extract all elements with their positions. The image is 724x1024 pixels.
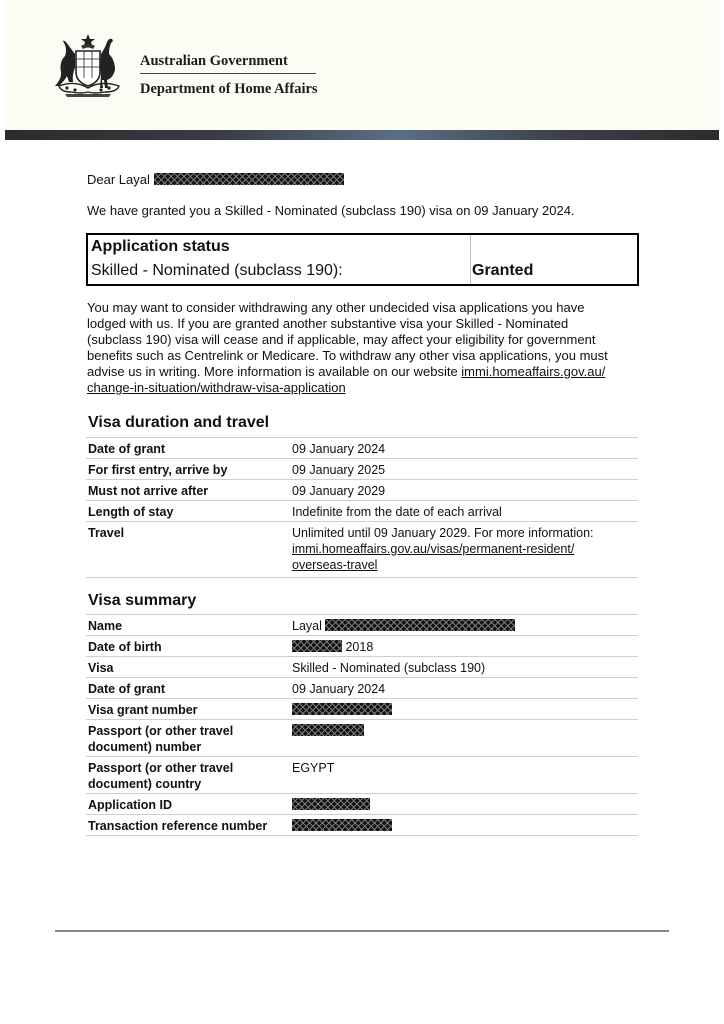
table-row: [86, 699, 638, 720]
row-value: 09 January 2025: [292, 463, 386, 477]
row-label: [86, 757, 292, 793]
government-title: Australian Government: [140, 53, 288, 69]
row-label: Name: [88, 619, 123, 633]
row-label: Travel: [88, 526, 125, 540]
table-row: [86, 720, 638, 757]
status-title: Application status: [91, 238, 230, 255]
table-row: [86, 657, 638, 678]
duration-table: [86, 437, 638, 578]
table-row: [86, 678, 638, 699]
row-label: [86, 720, 292, 756]
row-label-line: Passport (or other travel: [88, 761, 234, 775]
row-value: [292, 794, 638, 814]
row-label: Must not arrive after: [88, 484, 209, 498]
table-row: [86, 501, 638, 522]
redacted-birth-day-month: [292, 640, 342, 652]
row-value: Indefinite from the date of each arrival: [292, 505, 502, 519]
table-row: [86, 438, 638, 459]
row-value: 09 January 2029: [292, 484, 386, 498]
table-row: [86, 794, 638, 815]
redacted-passport-number: [292, 724, 364, 736]
row-label-line: Passport (or other travel: [88, 724, 234, 738]
row-label: Date of birth: [88, 640, 162, 654]
row-value: EGYPT: [292, 761, 335, 775]
notice-line-text: advise us in writing. More information is available on our website: [87, 364, 462, 379]
birth-year: 2018: [345, 640, 374, 654]
redacted-surname: [154, 173, 344, 185]
letterhead: [5, 0, 719, 130]
row-value: [292, 615, 638, 635]
row-label-line: document) country: [88, 777, 202, 791]
redacted-transaction-reference: [292, 819, 392, 831]
application-status-box: [86, 233, 639, 286]
row-value: 09 January 2024: [292, 682, 386, 696]
header-band: [5, 130, 719, 140]
row-value: [292, 815, 638, 835]
summary-table: [86, 614, 638, 836]
notice-line: (subclass 190) visa will cease and if applicable, may affect your eligibility for government: [87, 332, 596, 347]
notice-line: [87, 380, 637, 396]
table-row: [86, 815, 638, 836]
row-label: Date of grant: [88, 682, 166, 696]
redacted-grant-number: [292, 703, 392, 715]
greeting-text: Dear Layal: [87, 172, 150, 187]
table-row: [86, 757, 638, 794]
row-label-line: document) number: [88, 740, 202, 754]
row-label: Date of grant: [88, 442, 166, 456]
row-label: For first entry, arrive by: [88, 463, 228, 477]
notice-line: lodged with us. If you are granted another substantive visa your Skilled - Nominated: [87, 316, 569, 331]
row-label: Application ID: [88, 798, 173, 812]
section-title-summary: Visa summary: [88, 592, 197, 609]
notice-line: benefits such as Centrelink or Medicare. To withdraw any other visa applications, you must: [87, 348, 608, 363]
greeting: [87, 172, 344, 188]
footer-divider: [55, 930, 669, 932]
overseas-travel-link-part2[interactable]: overseas-travel: [292, 558, 378, 572]
overseas-travel-link-part1[interactable]: immi.homeaffairs.gov.au/visas/permanent-resident/: [292, 542, 575, 556]
table-row: [86, 522, 638, 578]
row-label: Visa: [88, 661, 114, 675]
grant-statement: We have granted you a Skilled - Nominated (subclass 190) visa on 09 January 2024.: [87, 203, 575, 218]
redacted-surname: [325, 619, 515, 631]
travel-text: Unlimited until 09 January 2029. For more information:: [292, 526, 594, 540]
department-name: Department of Home Affairs: [140, 81, 318, 97]
row-value: [292, 636, 638, 656]
withdraw-visa-link-part2[interactable]: change-in-situation/withdraw-visa-application: [87, 380, 346, 395]
table-row: [86, 480, 638, 501]
withdraw-visa-link-part1[interactable]: immi.homeaffairs.gov.au/: [461, 364, 606, 379]
row-value: [292, 699, 638, 719]
row-label: Visa grant number: [88, 703, 198, 717]
name-value: Layal: [292, 619, 322, 633]
table-row: [86, 459, 638, 480]
table-row: [86, 636, 638, 657]
coat-of-arms-icon: [45, 32, 131, 98]
status-label: Skilled - Nominated (subclass 190):: [91, 262, 343, 279]
status-value: Granted: [472, 262, 534, 279]
status-divider: [470, 235, 471, 284]
row-label: Transaction reference number: [88, 819, 268, 833]
row-value: [292, 720, 638, 756]
row-value: Skilled - Nominated (subclass 190): [292, 661, 486, 675]
redacted-application-id: [292, 798, 370, 810]
row-value: 09 January 2024: [292, 442, 386, 456]
section-title-duration: Visa duration and travel: [88, 414, 270, 431]
letterhead-divider: [140, 73, 316, 74]
row-value: [292, 522, 638, 574]
table-row: [86, 615, 638, 636]
notice-line: You may want to consider withdrawing any other undecided visa applications you have: [87, 300, 585, 315]
notice-line: [87, 364, 637, 380]
withdrawal-notice: [87, 300, 637, 396]
row-label: Length of stay: [88, 505, 174, 519]
